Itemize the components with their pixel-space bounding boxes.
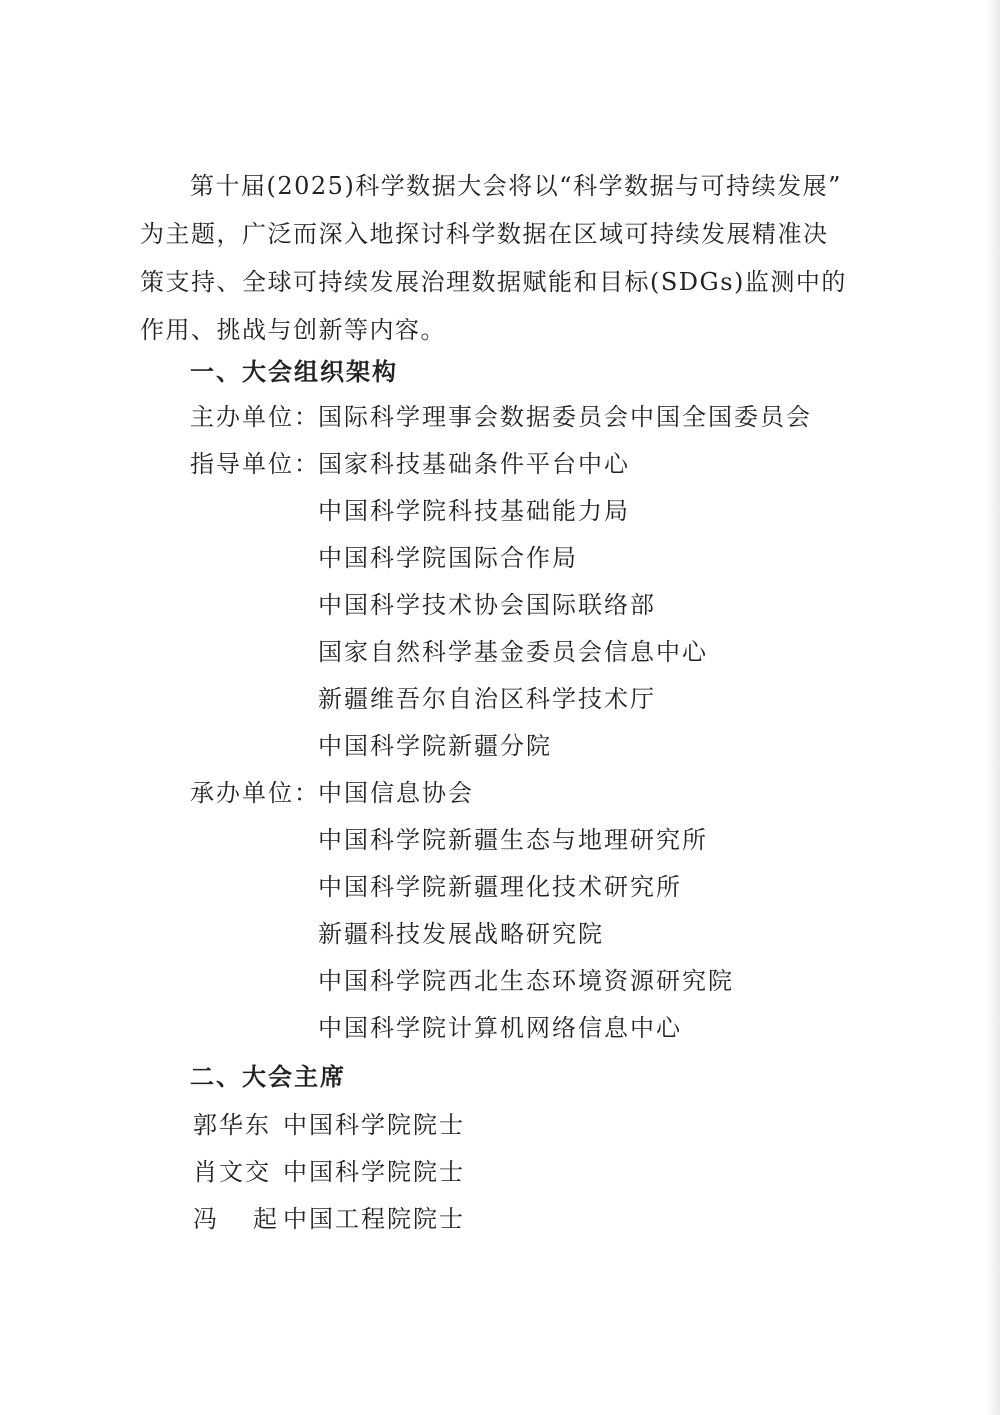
org-row	[190, 770, 830, 817]
org-row	[190, 958, 830, 1005]
intro-line: 策支持、全球可持续发展治理数据赋能和目标(SDGs)监测中的	[140, 268, 847, 296]
org-row	[190, 394, 830, 441]
org-row	[190, 723, 830, 770]
org-item: 中国科学院新疆分院	[318, 732, 552, 760]
org-guidance-label: 指导单位：	[190, 450, 320, 478]
chair-title: 中国工程院院士	[283, 1205, 465, 1233]
chair-row	[193, 1149, 793, 1196]
chair-row	[193, 1102, 793, 1149]
org-row	[190, 488, 830, 535]
section-heading-chairs: 二、大会主席	[190, 1062, 346, 1091]
org-item: 国际科学理事会数据委员会中国全国委员会	[318, 403, 812, 431]
intro-line: 为主题，广泛而深入地探讨科学数据在区域可持续发展精准决	[140, 220, 829, 248]
org-row	[190, 817, 830, 864]
org-organizer-label: 承办单位：	[190, 779, 320, 807]
chair-list	[193, 1102, 793, 1243]
org-item: 中国科学技术协会国际联络部	[318, 591, 656, 619]
org-host-group	[190, 394, 830, 441]
org-item: 新疆维吾尔自治区科学技术厅	[318, 685, 656, 713]
org-item: 中国信息协会	[318, 779, 474, 807]
org-item: 中国科学院计算机网络信息中心	[318, 1014, 682, 1042]
chair-row	[193, 1196, 793, 1243]
org-item: 中国科学院科技基础能力局	[318, 497, 630, 525]
chair-name: 冯起	[193, 1205, 313, 1233]
org-item: 中国科学院新疆生态与地理研究所	[318, 826, 708, 854]
org-row	[190, 582, 830, 629]
page-edge-shadow	[986, 0, 1000, 1415]
org-item: 国家自然科学基金委员会信息中心	[318, 638, 708, 666]
intro-paragraph	[140, 162, 847, 354]
org-row	[190, 441, 830, 488]
chair-title: 中国科学院院士	[283, 1158, 465, 1186]
org-row	[190, 864, 830, 911]
org-item: 中国科学院国际合作局	[318, 544, 578, 572]
org-item: 新疆科技发展战略研究院	[318, 920, 604, 948]
org-organizer-group	[190, 770, 830, 1052]
intro-line: 第十届(2025)科学数据大会将以“科学数据与可持续发展”	[190, 172, 842, 200]
org-row	[190, 911, 830, 958]
org-host-label: 主办单位：	[190, 403, 320, 431]
org-row	[190, 535, 830, 582]
org-item: 国家科技基础条件平台中心	[318, 450, 630, 478]
chair-title: 中国科学院院士	[283, 1111, 465, 1139]
org-item: 中国科学院西北生态环境资源研究院	[318, 967, 734, 995]
org-row	[190, 1005, 830, 1052]
org-item: 中国科学院新疆理化技术研究所	[318, 873, 682, 901]
org-row	[190, 629, 830, 676]
chair-name: 郭华东	[193, 1111, 271, 1139]
org-row	[190, 676, 830, 723]
intro-line: 作用、挑战与创新等内容。	[140, 316, 446, 344]
chair-name: 肖文交	[193, 1158, 271, 1186]
org-guidance-group	[190, 441, 830, 770]
section-heading-organization: 一、大会组织架构	[190, 357, 398, 386]
